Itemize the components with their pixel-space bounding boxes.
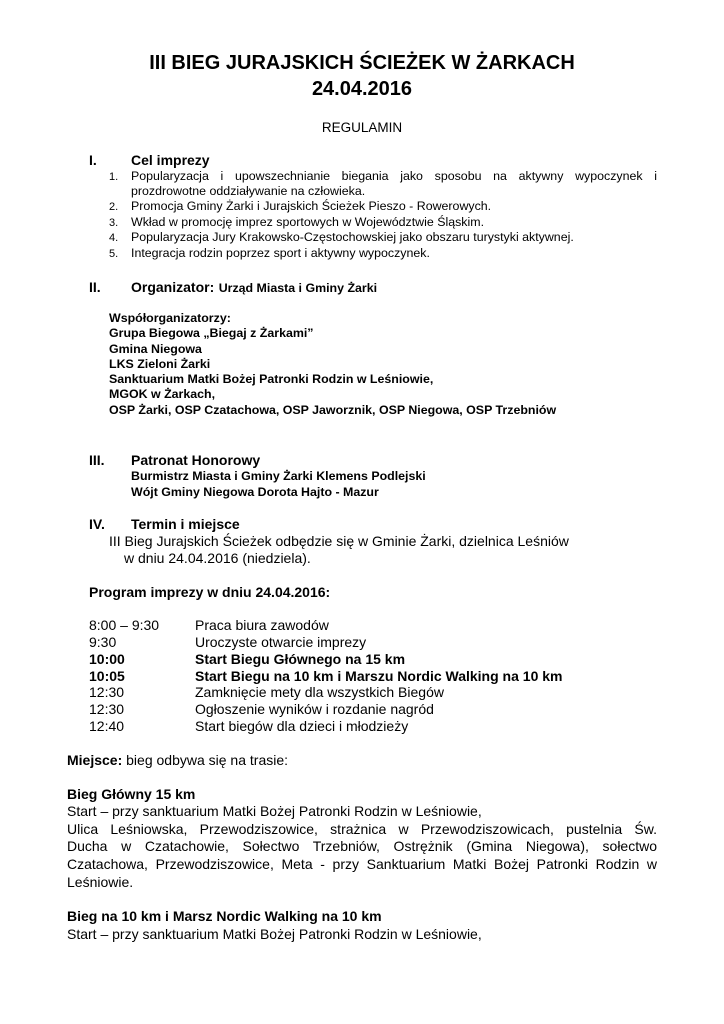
place-label: Miejsce: (67, 752, 123, 768)
program-event: Zamknięcie mety dla wszystkich Biegów (195, 684, 444, 700)
program-time: 12:30 (89, 684, 125, 700)
route-15-line: Ducha w Czatachowie, Sołectwo Trzebniów, Ostrężnik (Gmina Niegowa), sołectwo (67, 838, 657, 854)
route-15-title: Bieg Główny 15 km (67, 786, 196, 802)
route-15-line: Leśniowie. (67, 874, 134, 890)
date-place-text-cont: w dniu 24.04.2016 (niedziela). (124, 550, 311, 566)
route-15-line: Ulica Leśniowska, Przewodziszowice, strażnica w Przewodziszowicach, pustelnia Św. (67, 821, 657, 837)
section-1-title: Cel imprezy (131, 152, 210, 168)
section-2-number: II. (89, 279, 101, 295)
section-4-number: IV. (89, 516, 105, 532)
list-item-number: 2. (109, 201, 119, 213)
organizer-name: Urząd Miasta i Gminy Żarki (218, 281, 378, 295)
honorary-patron: Wójt Gminy Niegowa Dorota Hajto - Mazur (131, 485, 379, 499)
section-2-heading (131, 279, 377, 297)
list-item-text: Popularyzacja Jury Krakowsko-Częstochowskiej jako obszaru turystyki aktywnej. (131, 230, 574, 244)
list-item-number: 5. (109, 248, 119, 260)
program-event: Ogłoszenie wyników i rozdanie nagród (195, 701, 434, 717)
honorary-patron: Burmistrz Miasta i Gminy Żarki Klemens Podlejski (131, 469, 426, 483)
program-event: Start Biegu Głównego na 15 km (195, 651, 406, 667)
program-event: Start biegów dla dzieci i młodzieży (195, 718, 409, 734)
place-line (67, 752, 288, 768)
date-place-text: III Bieg Jurajskich Ścieżek odbędzie się w Gminie Żarki, dzielnica Leśniów (109, 533, 569, 549)
document-date: 24.04.2016 (311, 78, 413, 100)
co-organizer: Sanktuarium Matki Bożej Patronki Rodzin w Leśniowie, (109, 372, 434, 386)
program-time: 12:40 (89, 718, 125, 734)
place-text: bieg odbywa się na trasie: (126, 752, 289, 768)
section-4-title: Termin i miejsce (131, 516, 240, 532)
section-3-number: III. (89, 452, 105, 468)
section-2-title: Organizator: (131, 279, 215, 295)
list-item-text: Integracja rodzin poprzez sport i aktywny wypoczynek. (131, 246, 430, 260)
co-organizer: MGOK w Żarkach, (109, 387, 216, 401)
list-item-number: 1. (109, 171, 119, 183)
co-organizers-title: Współorganizatorzy: (109, 311, 231, 325)
list-item-number: 4. (109, 232, 119, 244)
section-3-title: Patronat Honorowy (131, 452, 261, 468)
route-10-title: Bieg na 10 km i Marsz Nordic Walking na 10 km (67, 908, 382, 924)
co-organizer: Grupa Biegowa „Biegaj z Żarkami” (109, 326, 314, 340)
program-time: 9:30 (89, 634, 117, 650)
list-item-text-cont: prozdrowotne oddziaływanie na człowieka. (131, 184, 366, 198)
program-time: 12:30 (89, 701, 125, 717)
document-subtitle: REGULAMIN (321, 120, 403, 135)
co-organizer: OSP Żarki, OSP Czatachowa, OSP Jaworznik, OSP Niegowa, OSP Trzebniów (109, 403, 557, 417)
document-title: III BIEG JURAJSKICH ŚCIEŻEK W ŻARKACH (149, 52, 575, 74)
program-event: Uroczyste otwarcie imprezy (195, 634, 367, 650)
route-10-line: Start – przy sanktuarium Matki Bożej Patronki Rodzin w Leśniowie, (67, 926, 482, 942)
route-15-line: Start – przy sanktuarium Matki Bożej Patronki Rodzin w Leśniowie, (67, 803, 482, 819)
program-event: Start Biegu na 10 km i Marszu Nordic Walking na 10 km (195, 668, 563, 684)
program-time: 8:00 – 9:30 (89, 617, 160, 633)
co-organizer: Gmina Niegowa (109, 342, 202, 356)
program-time: 10:00 (89, 651, 125, 667)
list-item-text: Popularyzacja i upowszechnianie biegania jako sposobu na aktywny wypoczynek i (131, 169, 657, 183)
program-time: 10:05 (89, 668, 125, 684)
route-15-line: Czatachowa, Przewodziszowice, Meta - przy Sanktuarium Matki Bożej Patronki Rodzin w (67, 856, 657, 872)
list-item-text: Wkład w promocję imprez sportowych w Województwie Śląskim. (131, 215, 485, 229)
co-organizer: LKS Zieloni Żarki (109, 357, 211, 371)
list-item-number: 3. (109, 217, 119, 229)
program-event: Praca biura zawodów (195, 617, 329, 633)
list-item-text: Promocja Gminy Żarki i Jurajskich Ścieżek Pieszo - Rowerowych. (131, 199, 492, 213)
program-title: Program imprezy w dniu 24.04.2016: (89, 584, 331, 600)
section-1-number: I. (89, 152, 97, 168)
